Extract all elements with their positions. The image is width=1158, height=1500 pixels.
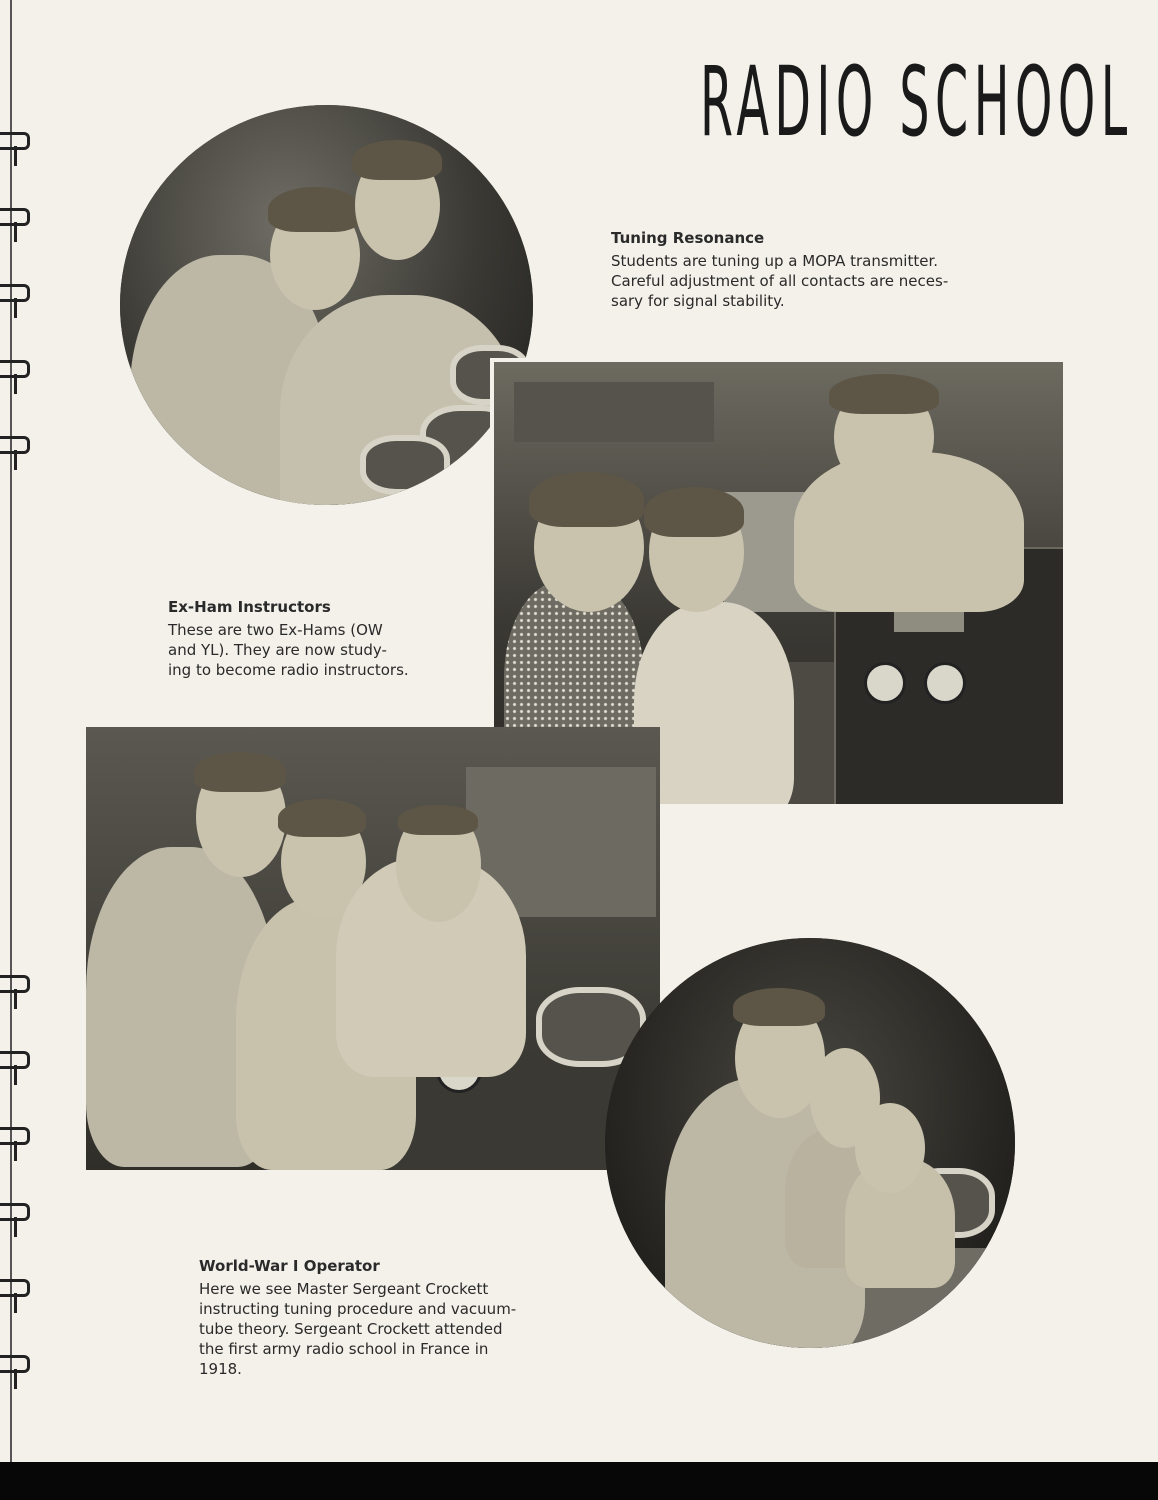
binding-ring [0,360,30,378]
page-title: RADIO SCHOOL [700,46,1133,158]
binding-ring [0,1279,30,1297]
caption-line: These are two Ex-Hams (OW [168,621,383,639]
binding-ring [0,208,30,226]
binding-ring [0,132,30,150]
caption-tuning-resonance [611,229,1031,311]
caption-line: tube theory. Sergeant Crockett attended [199,1320,503,1338]
caption-line: Students are tuning up a MOPA transmitter. [611,252,939,270]
caption-line: ing to become radio instructors. [168,661,409,679]
caption-line: the first army radio school in France in [199,1340,489,1358]
binding-ring [0,1355,30,1373]
caption-world-war-operator [199,1257,569,1379]
caption-ex-ham-instructors [168,598,458,680]
binding-ring [0,436,30,454]
binding-ring [0,1051,30,1069]
caption-line: and YL). They are now study- [168,641,387,659]
photo-sergeant-crockett [605,938,1015,1348]
caption-line: sary for signal stability. [611,292,785,310]
photo-three-soldiers [86,727,660,1170]
photo-tuning-students [120,105,533,505]
binding-ring [0,1203,30,1221]
caption-heading: World-War I Operator [199,1257,380,1275]
caption-line: 1918. [199,1360,242,1378]
scan-bottom-edge [0,1462,1158,1500]
caption-line: Careful adjustment of all contacts are neces- [611,272,949,290]
binding-ring [0,284,30,302]
caption-heading: Tuning Resonance [611,229,765,247]
binding-ring [0,1127,30,1145]
caption-line: instructing tuning procedure and vacuum- [199,1300,517,1318]
caption-line: Here we see Master Sergeant Crockett [199,1280,489,1298]
binding-ring [0,975,30,993]
caption-heading: Ex-Ham Instructors [168,598,331,616]
